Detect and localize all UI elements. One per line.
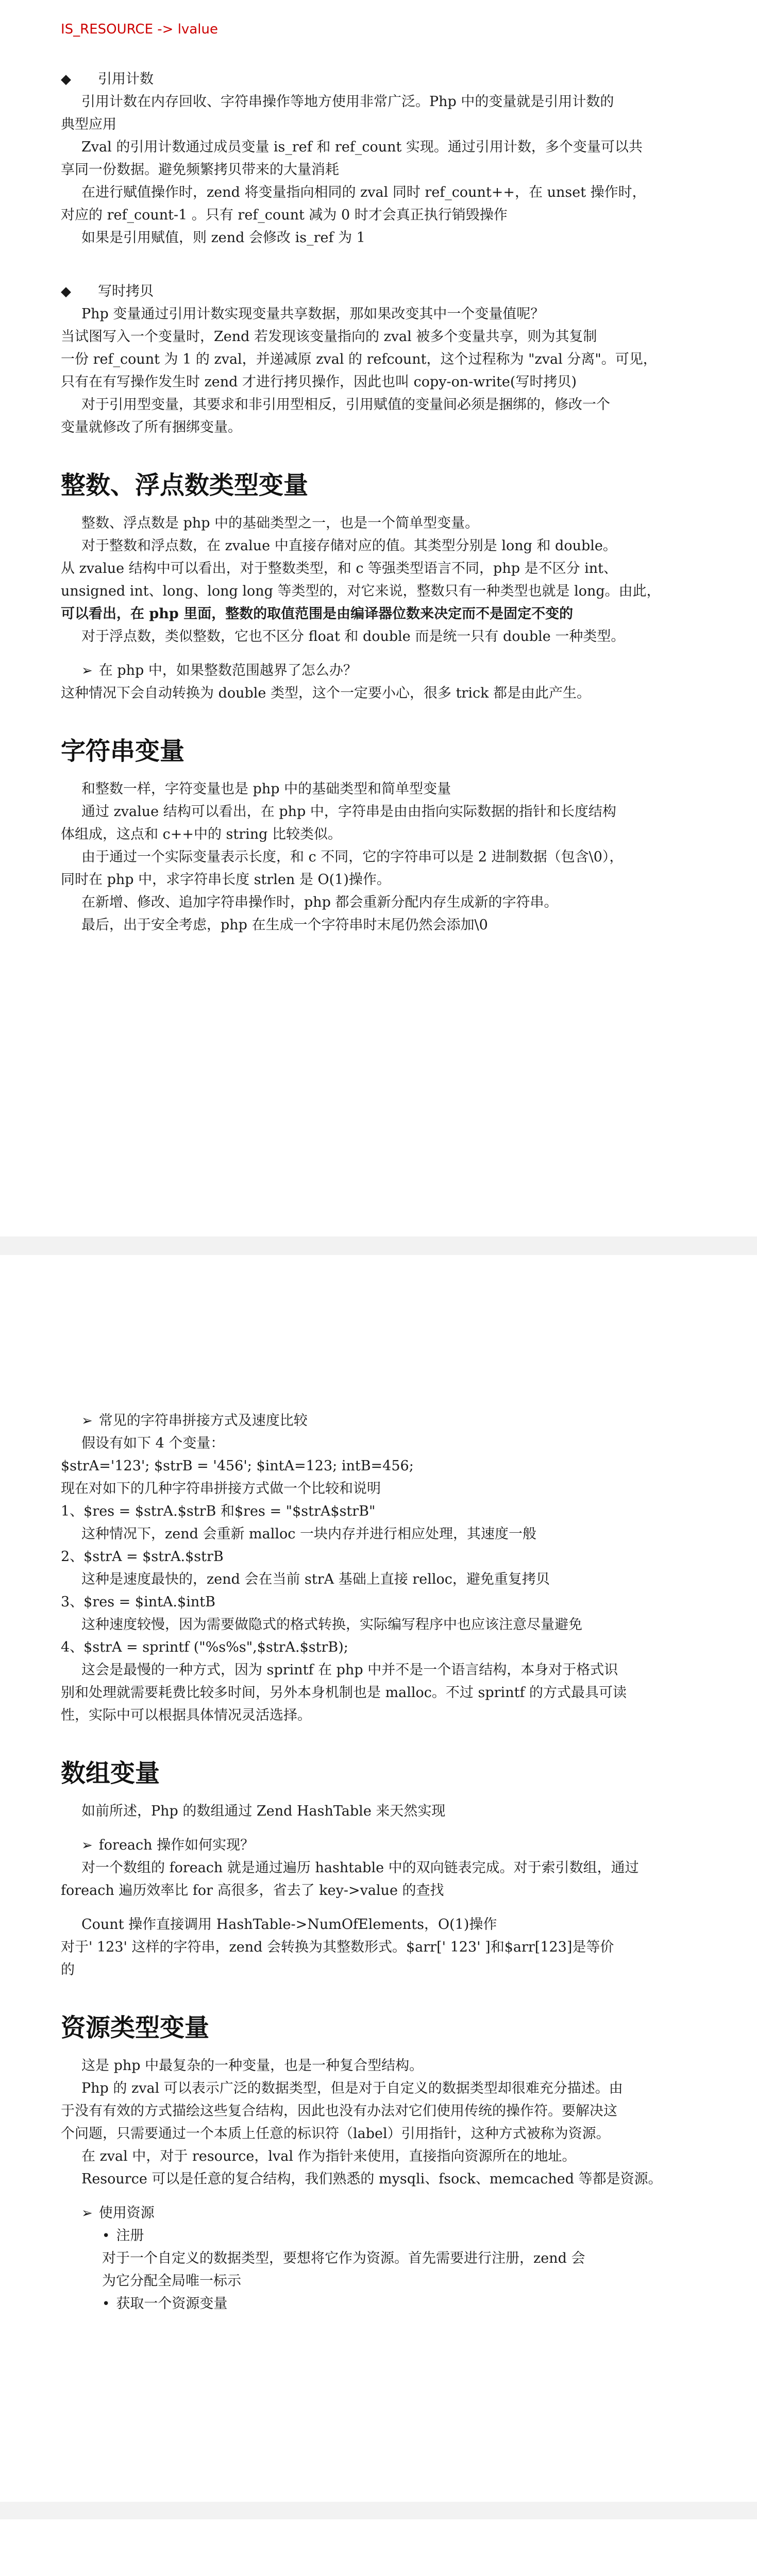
- paragraph: 这是 php 中最复杂的一种变量，也是一种复合型结构。: [81, 2058, 424, 2074]
- heading-numeric-vars: 整数、浮点数类型变量: [61, 471, 309, 500]
- paragraph: 这种是速度最快的，zend 会在当前 strA 基础上直接 relloc，避免重复拷贝: [81, 1571, 550, 1587]
- list-item: • 注册: [102, 2228, 144, 2244]
- arrow-bullet-icon: ➢: [81, 663, 93, 679]
- paragraph: 体组成，这点和 c++中的 string 比较类似。: [61, 826, 342, 842]
- paragraph: 引用计数在内存回收、字符串操作等地方使用非常广泛。Php 中的变量就是引用计数的: [81, 94, 614, 110]
- paragraph: 为它分配全局唯一标示: [102, 2273, 241, 2289]
- paragraph: 对一个数组的 foreach 就是通过遍历 hashtable 中的双向链表完成。对于索引数组，通过: [81, 1860, 639, 1876]
- paragraph: 对于' 123' 这样的字符串，zend 会转换为其整数形式。$arr[' 123' ]和$arr[123]是等价: [61, 1939, 614, 1955]
- section-refcount-heading: ◆ 引用计数: [61, 71, 154, 87]
- paragraph: 当试图写入一个变量时，Zend 若发现该变量指向的 zval 被多个变量共享，则为其复制: [61, 329, 597, 345]
- paragraph: 同时在 php 中，求字符串长度 strlen 是 O(1)操作。: [61, 872, 391, 888]
- diamond-bullet-icon: ◆: [61, 284, 71, 299]
- question-item: ➢ foreach 操作如何实现？: [81, 1837, 255, 1853]
- paragraph: 整数、浮点数是 php 中的基础类型之一，也是一个简单型变量。: [81, 515, 479, 531]
- paragraph: 别和处理就需要耗费比较多时间，另外本身机制也是 malloc。不过 sprintf 的方式最具可读: [61, 1685, 627, 1701]
- question-item: ➢ 在 php 中，如果整数范围越界了怎么办？: [81, 663, 357, 679]
- paragraph: 最后，出于安全考虑，php 在生成一个字符串时末尾仍然会添加\0: [81, 917, 488, 933]
- paragraph: 对于一个自定义的数据类型，要想将它作为资源。首先需要进行注册，zend 会: [102, 2250, 585, 2266]
- document-page-1: [0, 0, 757, 1236]
- page-2-content: [61, 1410, 700, 2315]
- paragraph: 这会是最慢的一种方式，因为 sprintf 在 php 中并不是一个语言结构，本身对于格式识: [81, 1662, 618, 1678]
- paragraph: 对于整数和浮点数，在 zvalue 中直接存储对应的值。其类型分别是 long 和 double。: [81, 538, 617, 554]
- paragraph: 在新增、修改、追加字符串操作时，php 都会重新分配内存生成新的字符串。: [81, 894, 558, 910]
- paragraph: 对于浮点数，类似整数，它也不区分 float 和 double 而是统一只有 double 一种类型。: [81, 629, 625, 645]
- paragraph: unsigned int、long、long long 等类型的，对它来说，整数只有一种类型也就是 long。由此，: [61, 583, 661, 599]
- paragraph: 的: [61, 1962, 75, 1978]
- diamond-bullet-icon: ◆: [61, 72, 71, 87]
- paragraph: 这种情况下，zend 会重新 malloc 一块内存并进行相应处理，其速度一般: [81, 1526, 536, 1542]
- paragraph: 假设有如下 4 个变量：: [81, 1435, 225, 1451]
- paragraph: 只有在有写操作发生时 zend 才进行拷贝操作，因此也叫 copy-on-write(写时拷贝): [61, 374, 577, 390]
- code-line: 3、$res = $intA.$intB: [61, 1594, 215, 1610]
- paragraph: Resource 可以是任意的复合结构，我们熟悉的 mysqli、fsock、memcached 等都是资源。: [81, 2171, 662, 2187]
- arrow-bullet-icon: ➢: [81, 1413, 93, 1429]
- code-line: $strA='123'; $strB = '456'; $intA=123; intB=456;: [61, 1458, 414, 1474]
- paragraph: 现在对如下的几种字符串拼接方式做一个比较和说明: [61, 1481, 381, 1497]
- heading-array-vars: 数组变量: [61, 1759, 160, 1788]
- paragraph: 在 zval 中，对于 resource，lval 作为指针来使用，直接指向资源所在的地址。: [81, 2148, 576, 2164]
- paragraph: 由于通过一个实际变量表示长度，和 c 不同，它的字符串可以是 2 进制数据（包含\0），: [81, 849, 624, 865]
- paragraph: 典型应用: [61, 116, 116, 132]
- paragraph: 对于引用型变量，其要求和非引用型相反，引用赋值的变量间必须是捆绑的，修改一个: [81, 397, 610, 413]
- paragraph: 如果是引用赋值，则 zend 会修改 is_ref 为 1: [81, 230, 365, 246]
- code-line: 1、$res = $strA.$strB 和$res = "$strA$strB": [61, 1503, 376, 1519]
- paragraph: 个问题，只需要通过一个本质上任意的标识符（label）引用指针，这种方式被称为资源。: [61, 2126, 610, 2142]
- arrow-bullet-icon: ➢: [81, 1838, 93, 1853]
- paragraph: 变量就修改了所有捆绑变量。: [61, 419, 242, 435]
- code-line: 2、$strA = $strA.$strB: [61, 1549, 224, 1565]
- section-cow-heading: ◆ 写时拷贝: [61, 283, 154, 299]
- paragraph: Php 变量通过引用计数实现变量共享数据，那如果改变其中一个变量值呢？: [81, 306, 545, 322]
- page-1-content: [61, 22, 700, 937]
- arrow-bullet-icon: ➢: [81, 2206, 93, 2221]
- heading-string-vars: 字符串变量: [61, 737, 185, 766]
- dot-bullet-icon: •: [102, 2228, 110, 2244]
- header-link[interactable]: IS_RESOURCE -> lvalue: [61, 22, 218, 37]
- paragraph: foreach 遍历效率比 for 高很多，省去了 key->value 的查找: [61, 1883, 444, 1899]
- paragraph: 这种速度较慢，因为需要做隐式的格式转换，实际编写程序中也应该注意尽量避免: [81, 1617, 582, 1633]
- paragraph: 通过 zvalue 结构可以看出，在 php 中，字符串是由由指向实际数据的指针和长度结构: [81, 804, 616, 820]
- document-page-2: [0, 1255, 757, 2502]
- paragraph: 于没有有效的方式描绘这些复合结构，因此也没有办法对它们使用传统的操作符。要解决这: [61, 2103, 617, 2119]
- paragraph: 可以看出，在 php 里面，整数的取值范围是由编译器位数来决定而不是固定不变的: [61, 606, 574, 622]
- paragraph: 享同一份数据。避免频繁拷贝带来的大量消耗: [61, 162, 339, 178]
- paragraph: Php 的 zval 可以表示广泛的数据类型，但是对于自定义的数据类型却很难充分描述。由: [81, 2080, 623, 2096]
- paragraph: 对应的 ref_count-1 。只有 ref_count 减为 0 时才会真正执行销毁操作: [61, 207, 508, 223]
- paragraph: Count 操作直接调用 HashTable->NumOfElements，O(1)操作: [81, 1917, 497, 1933]
- list-item: • 获取一个资源变量: [102, 2296, 228, 2312]
- paragraph: 一份 ref_count 为 1 的 zval，并递减原 zval 的 refcount，这个过程称为 "zval 分离"。可见，: [61, 351, 657, 367]
- paragraph: 在进行赋值操作时，zend 将变量指向相同的 zval 同时 ref_count++，在 unset 操作时，: [81, 184, 646, 200]
- dot-bullet-icon: •: [102, 2296, 110, 2312]
- section-concat-heading: ➢ 常见的字符串拼接方式及速度比较: [81, 1413, 308, 1429]
- section-use-resource: ➢ 使用资源: [81, 2205, 155, 2221]
- code-line: 4、$strA = sprintf ("%s%s",$strA.$strB);: [61, 1639, 348, 1655]
- heading-resource-vars: 资源类型变量: [61, 2013, 210, 2042]
- paragraph: 这种情况下会自动转换为 double 类型，这个一定要小心，很多 trick 都是由此产生。: [61, 685, 591, 701]
- paragraph: 和整数一样，字符变量也是 php 中的基础类型和简单型变量: [81, 781, 451, 797]
- paragraph: 如前所述，Php 的数组通过 Zend HashTable 来天然实现: [81, 1803, 446, 1819]
- paragraph: 性，实际中可以根据具体情况灵活选择。: [61, 1707, 311, 1723]
- paragraph: Zval 的引用计数通过成员变量 is_ref 和 ref_count 实现。通过引用计数，多个变量可以共: [81, 139, 643, 155]
- paragraph: 从 zvalue 结构中可以看出，对于整数类型，和 c 等强类型语言不同，php 是不区分 int、: [61, 561, 618, 577]
- document-page-3: [0, 2519, 757, 2576]
